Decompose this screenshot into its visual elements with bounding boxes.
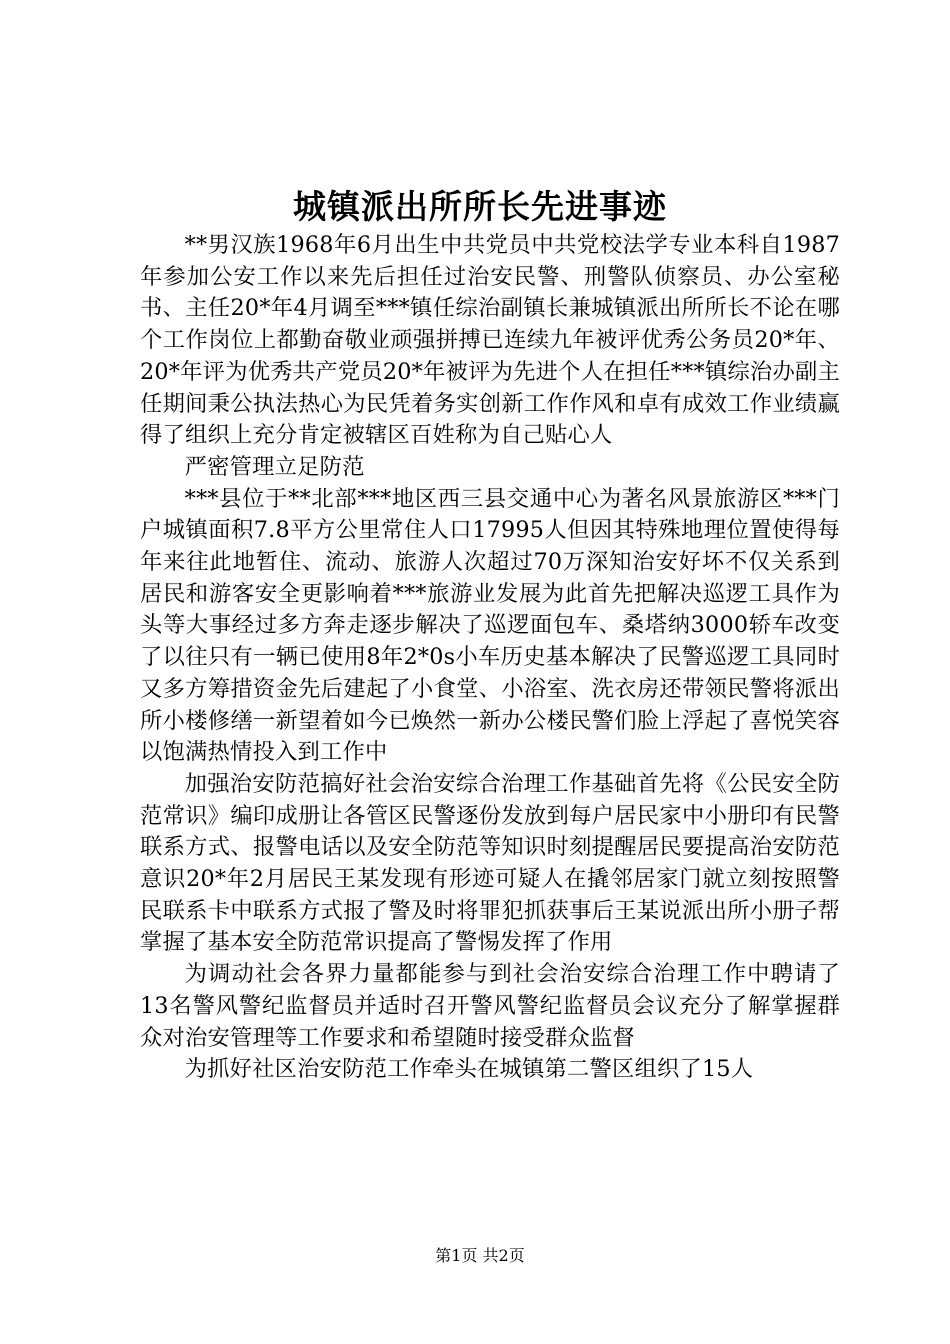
- paragraph: **男汉族1968年6月出生中共党员中共党校法学专业本科自1987年参加公安工作以来先后担任过治安民警、刑警队侦察员、办公室秘书、主任20*年4月调至***镇任综治副镇长兼城镇派出所所长不论在哪个工作岗位上都勤奋敬业顽强拼搏已连续九年被评优秀公务员20*年、20*年评为优秀共产党员20*年被评为先进个人在担任***镇综治办副主任期间秉公执法热心为民凭着务实创新工作作风和卓有成效工作业绩赢得了组织上充分肯定被辖区百姓称为自己贴心人: [140, 232, 840, 449]
- paragraph: 为抓好社区治安防范工作牵头在城镇第二警区组织了15人: [184, 1056, 754, 1083]
- paragraph: ***县位于**北部***地区西三县交通中心为著名风景旅游区***门户城镇面积7.8平方公里常住人口17995人但因其特殊地理位置使得每年来往此地暂住、流动、旅游人次超过70万深知治安好坏不仅关系到居民和游客安全更影响着***旅游业发展为此首先把解决巡逻工具作为头等大事经过多方奔走逐步解决了巡逻面包车、桑塔纳3000轿车改变了以往只有一辆已使用8年2*0s小车历史基本解决了民警巡逻工具同时又多方筹措资金先后建起了小食堂、小浴室、洗衣房还带领民警将派出所小楼修缮一新望着如今已焕然一新办公楼民警们脸上浮起了喜悦笑容以饱满热情投入到工作中: [140, 485, 840, 766]
- page-footer: 第1页 共2页: [435, 1246, 525, 1265]
- document-body: [140, 230, 840, 1086]
- paragraph: 为调动社会各界力量都能参与到社会治安综合治理工作中聘请了13名警风警纪监督员并适时召开警风警纪监督员会议充分了解掌握群众对治安管理等工作要求和希望随时接受群众监督: [140, 961, 840, 1051]
- document-title: 城镇派出所所长先进事迹: [293, 187, 667, 226]
- section-heading: 严密管理立足防范: [184, 453, 365, 480]
- paragraph: 加强治安防范搞好社会治安综合治理工作基础首先将《公民安全防范常识》编印成册让各管区民警逐份发放到每户居民家中小册印有民警联系方式、报警电话以及安全防范等知识时刻提醒居民要提高治安防范意识20*年2月居民王某发现有形迹可疑人在撬邻居家门就立刻按照警民联系卡中联系方式报了警及时将罪犯抓获事后王某说派出所小册子帮掌握了基本安全防范常识提高了警惕发挥了作用: [140, 770, 840, 956]
